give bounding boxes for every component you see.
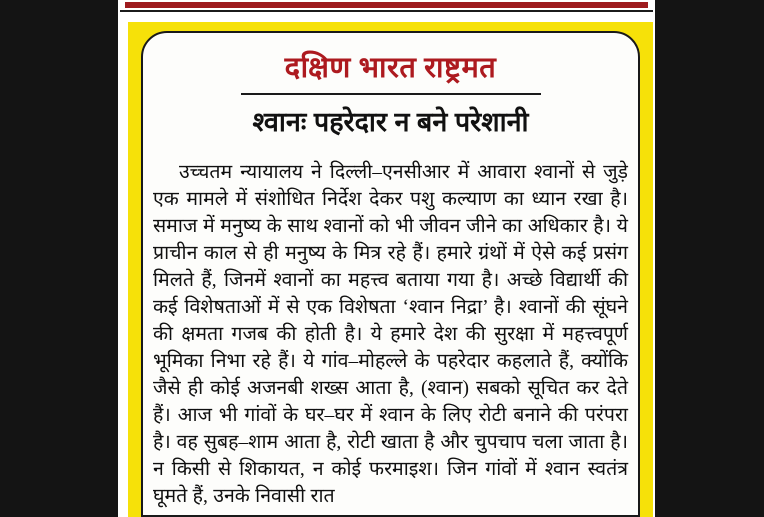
- top-black-rule: [120, 10, 653, 12]
- masthead-divider: [241, 93, 541, 95]
- article-box: [141, 31, 640, 517]
- publication-masthead: दक्षिण भारत राष्ट्रमत: [284, 52, 497, 84]
- article-body: [153, 159, 628, 510]
- top-red-rule: [125, 2, 648, 8]
- yellow-border-frame: [128, 22, 653, 517]
- article-paragraph: उच्चतम न्यायालय ने दिल्ली–एनसीआर में आवारा श्वानों से जुड़े एक मामले में संशोधित निर्देश देकर पशु कल्याण का ध्यान रखा है। समाज में मनुष्य के साथ श्वानों को भी जीवन जीने का अधिकार है। ये प्राचीन काल से ही मनुष्य के मित्र रहे हैं। हमारे ग्रंथों में ऐसे कई प्रसंग मिलते हैं, जिनमें श्वानों का महत्त्व बताया गया है। अच्छे विद्यार्थी की कई विशेषताओं में से एक विशेषता ‘श्वान निद्रा’ है। श्वानों की सूंघने की क्षमता गजब की होती है। ये हमारे देश की सुरक्षा में महत्त्वपूर्ण भूमिका निभा रहे हैं। ये गांव–मोहल्ले के पहरेदार कहलाते हैं, क्योंकि जैसे ही कोई अजनबी शख्स आता है, (श्वान) सबको सूचित कर देते हैं। आज भी गांवों के घर–घर में श्वान के लिए रोटी बनाने की परंपरा है। वह सुबह–शाम आता है, रोटी खाता है और चुपचाप चला जाता है। न किसी से शिकायत, न कोई फरमाइश। जिन गांवों में श्वान स्वतंत्र घूमते हैं, उनके निवासी रात: [153, 162, 628, 508]
- article-headline: श्वानः पहरेदार न बने परेशानी: [252, 107, 529, 138]
- newspaper-page: [118, 0, 655, 517]
